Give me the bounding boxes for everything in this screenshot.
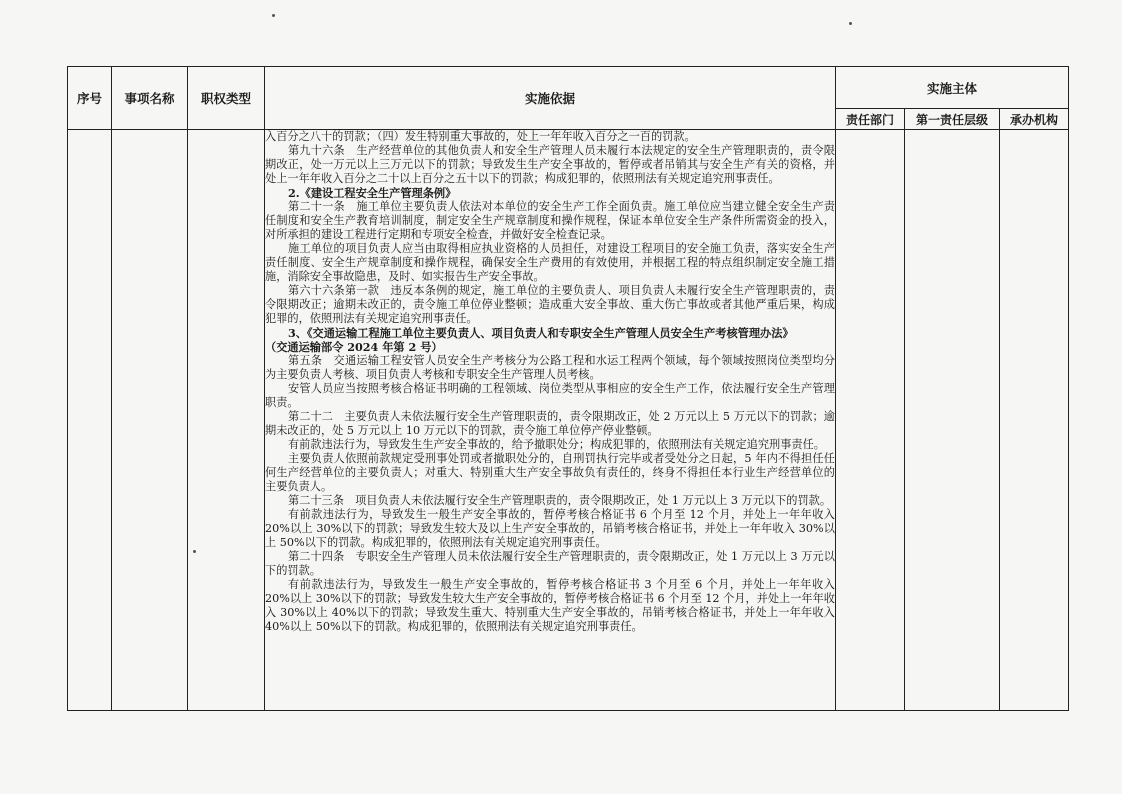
basis-paragraph: 施工单位的项目负责人应当由取得相应执业资格的人员担任，对建设工程项目的安全施工负责，落实安全生产责任制度、安全生产规章制度和操作规程，确保安全生产费用的有效使用，并根据工程的特点组织制定安全施工措施，消除安全事故隐患，及时、如实报告生产安全事故。	[265, 242, 835, 283]
header-subject: 实施主体	[836, 67, 1069, 109]
basis-paragraph: 3、《交通运输工程施工单位主要负责人、项目负责人和专职安全生产管理人员安全生产考核管理办法》	[287, 326, 794, 340]
header-first-level: 第一责任层级	[905, 109, 1000, 130]
cell-first-level	[905, 130, 1000, 711]
cell-power-type	[188, 130, 265, 711]
cell-agency	[1000, 130, 1069, 711]
basis-text	[265, 130, 836, 711]
basis-paragraph: 第二十四条 专职安全生产管理人员未依法履行安全生产管理职责的，责令限期改正，处 1 万元以上 3 万元以下的罚款。	[265, 550, 835, 577]
header-dept: 责任部门	[836, 109, 905, 130]
cell-item-name	[112, 130, 188, 711]
authority-table	[67, 66, 1069, 711]
scan-speck	[849, 22, 852, 25]
basis-paragraph: 安管人员应当按照考核合格证书明确的工程领域、岗位类型从事相应的安全生产工作，依法履行安全生产管理职责。	[265, 382, 835, 409]
basis-paragraph: 第二十二 主要负责人未依法履行安全生产管理职责的，责令限期改正，处 2 万元以上 5 万元以下的罚款；逾期未改正的，处 5 万元以上 10 万元以下的罚款，责令施工单位停产停业整顿。	[265, 410, 835, 437]
header-agency: 承办机构	[1000, 109, 1069, 130]
basis-paragraph: 2.《建设工程安全生产管理条例》	[287, 186, 457, 200]
basis-paragraph: 第二十三条 项目负责人未依法履行安全生产管理职责的，责令限期改正，处 1 万元以上 3 万元以下的罚款。	[287, 494, 832, 507]
cell-seq	[68, 130, 112, 711]
basis-paragraph: 入百分之八十的罚款；（四）发生特别重大事故的，处上一年年收入百分之一百的罚款。	[265, 130, 696, 143]
basis-paragraph: （交通运输部令 2024 年第 2 号）	[265, 340, 443, 354]
basis-paragraph: 有前款违法行为，导致发生一般生产安全事故的，暂停考核合格证书 6 个月至 12 个月，并处上一年年收入 20%以上 30%以下的罚款；导致发生较大及以上生产安全事故的，吊销考核合格证书，并处上一年年收入 30%以上 50%以下的罚款。构成犯罪的，依照刑法有关规定追究刑事责任。	[265, 508, 835, 549]
cell-dept	[836, 130, 905, 711]
basis-paragraph: 有前款违法行为，导致发生生产安全事故的，给予撤职处分；构成犯罪的，依照刑法有关规定追究刑事责任。	[287, 438, 825, 451]
header-power-type: 职权类型	[188, 67, 265, 130]
basis-paragraph: 第九十六条 生产经营单位的其他负责人和安全生产管理人员未履行本法规定的安全生产管理职责的，责令限期改正，处一万元以上三万元以下的罚款；导致发生生产安全事故的，暂停或者吊销其与安全生产有关的资格，并处上一年年收入百分之二十以上百分之五十以下的罚款；构成犯罪的，依照刑法有关规定追究刑事责任。	[265, 144, 835, 185]
basis-paragraph: 第二十一条 施工单位主要负责人依法对本单位的安全生产工作全面负责。施工单位应当建立健全安全生产责任制度和安全生产教育培训制度，制定安全生产规章制度和操作规程，保证本单位安全生产条件所需资金的投入，对所承担的建设工程进行定期和专项安全检查，并做好安全检查记录。	[265, 200, 835, 241]
basis-paragraph: 有前款违法行为，导致发生一般生产安全事故的，暂停考核合格证书 3 个月至 6 个月，并处上一年年收入 20%以上 30%以下的罚款；导致发生较大生产安全事故的，暂停考核合格证书 6 个月至 12 个月，并处上一年年收入 30%以上 40%以下的罚款；导致发生重大、特别重大生产安全事故的，吊销考核合格证书，并处上一年年收入 40%以上 50%以下的罚款。构成犯罪的，依照刑法有关规定追究刑事责任。	[265, 578, 835, 633]
basis-paragraph: 第五条 交通运输工程安管人员安全生产考核分为公路工程和水运工程两个领域，每个领域按照岗位类型均分为主要负责人考核、项目负责人考核和专职安全生产管理人员考核。	[265, 354, 835, 381]
header-seq: 序号	[68, 67, 112, 130]
header-basis: 实施依据	[265, 67, 836, 130]
basis-paragraph: 第六十六条第一款 违反本条例的规定，施工单位的主要负责人、项目负责人未履行安全生产管理职责的，责令限期改正；逾期未改正的，责令施工单位停业整顿；造成重大安全事故、重大伤亡事故或者其他严重后果，构成犯罪的，依照刑法有关规定追究刑事责任。	[265, 284, 835, 325]
scan-speck	[272, 14, 275, 17]
basis-paragraph: 主要负责人依照前款规定受刑事处罚或者撤职处分的，自刑罚执行完毕或者受处分之日起，5 年内不得担任任何生产经营单位的主要负责人；对重大、特别重大生产安全事故负有责任的，终身不得担任本行业生产经营单位的主要负责人。	[265, 452, 835, 493]
header-item-name: 事项名称	[112, 67, 188, 130]
